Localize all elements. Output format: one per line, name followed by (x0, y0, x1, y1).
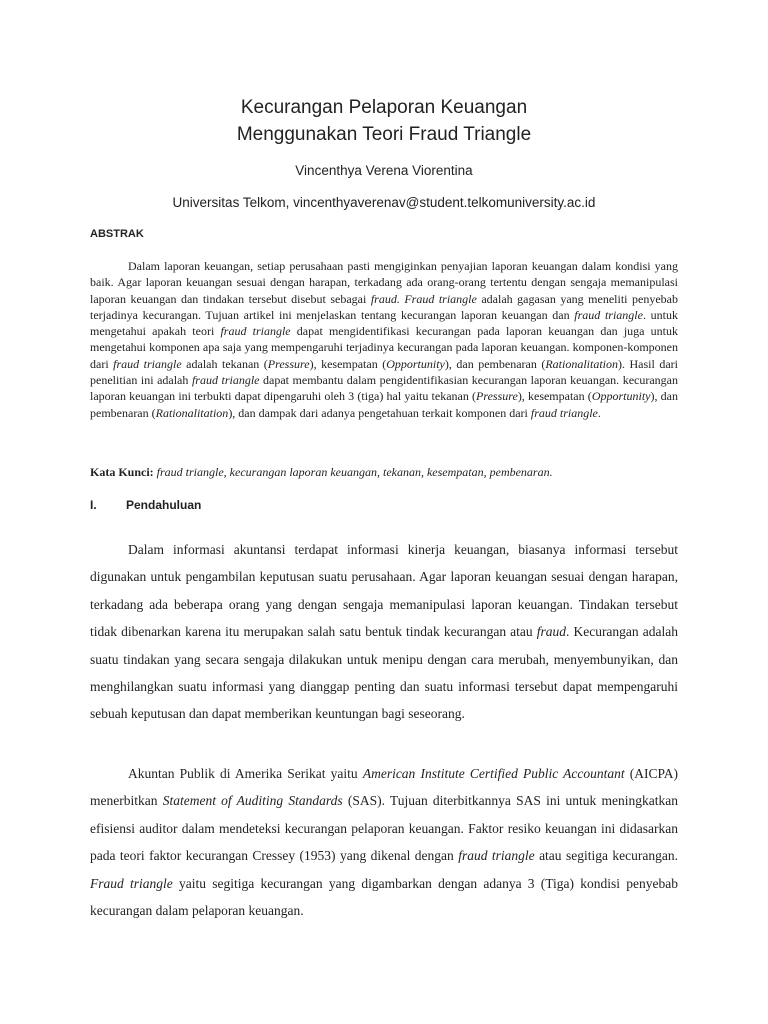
title-line-2: Menggunakan Teori Fraud Triangle (236, 124, 532, 145)
abstract-body: Dalam laporan keuangan, setiap perusahaan pasti mengiginkan penyajian laporan keuangan dalam kondisi yang baik. Agar laporan keuangan sesuai dengan harapan, terkadang ada orang-orang tertentu dengan sengaja memanipulasi laporan keuangan dan tindakan tersebut disebut sebagai fraud. Fraud triangle adalah gagasan yang meneliti penyebab terjadinya kecurangan. Tujuan artikel ini menjelaskan tentang kecurangan laporan keuangan dan fraud triangle. untuk mengetahui apakah teori fraud triangle dapat mengidentifikasi kecurangan pada laporan keuangan dan juga untuk mengetahui komponen apa saja yang mempengaruhi terjadinya kecurangan pada laporan keuangan. komponen-komponen dari fraud triangle adalah tekanan (Pressure), kesempatan (Opportunity), dan pembenaran (Rationalitation). Hasil dari penelitian ini adalah fraud triangle dapat membantu dalam pengidentifikasian kecurangan laporan keuangan. kecurangan laporan keuangan ini terbukti dapat dipengaruhi oleh 3 (tiga) hal yaitu tekanan (Pressure), kesempatan (Opportunity), dan pembenaran (Rationalitation), dan dampak dari adanya pengetahuan terkait komponen dari fraud triangle. (90, 259, 678, 420)
keywords-list: fraud triangle, kecurangan laporan keuangan, tekanan, kesempatan, pembenaran. (153, 465, 553, 479)
body-paragraph-2: Akuntan Publik di Amerika Serikat yaitu American Institute Certified Public Accountant (AICPA) menerbitkan Statement of Auditing Standards (SAS). Tujuan diterbitkannya SAS ini untuk meningkatkan efisiensi auditor dalam mendeteksi kecurangan pelaporan keuangan. Faktor resiko keuangan ini didasarkan pada teori faktor kecurangan Cressey (1953) yang dikenal dengan fraud triangle atau segitiga kecurangan. Fraud triangle yaitu segitiga kecurangan yang digambarkan dengan adanya 3 (Tiga) kondisi penyebab kecurangan dalam pelaporan keuangan. (90, 766, 679, 919)
keywords (90, 464, 678, 480)
title-line-1: Kecurangan Pelaporan Keuangan (240, 97, 528, 118)
section-number: I. (90, 498, 97, 512)
keywords-label: Kata Kunci: (90, 465, 154, 479)
author-affiliation: Universitas Telkom, vincenthyaverenav@student.telkomuniversity.ac.id (172, 195, 596, 210)
paper-title (0, 94, 768, 148)
body-paragraph-1: Dalam informasi akuntansi terdapat informasi kinerja keuangan, biasanya informasi tersebut digunakan untuk pengambilan keputusan suatu perusahaan. Agar laporan keuangan sesuai dengan harapan, terkadang ada beberapa orang yang dengan sengaja memanipulasi laporan keuangan. Tindakan tersebut tidak dibenarkan karena itu merupakan salah satu bentuk tindak kecurangan atau fraud. Kecurangan adalah suatu tindakan yang secara sengaja dilakukan untuk menipu dengan cara merubah, menyembunyikan, dan menghilangkan suatu informasi yang dianggap penting dan suatu informasi tersebut dapat mempengaruhi sebuah keputusan dan dapat memberikan keuntungan bagi seseorang. (90, 542, 678, 722)
section-heading (90, 498, 201, 512)
abstract-heading: ABSTRAK (90, 228, 144, 240)
section-title: Pendahuluan (126, 498, 202, 512)
author-name: Vincenthya Verena Viorentina (295, 163, 473, 178)
